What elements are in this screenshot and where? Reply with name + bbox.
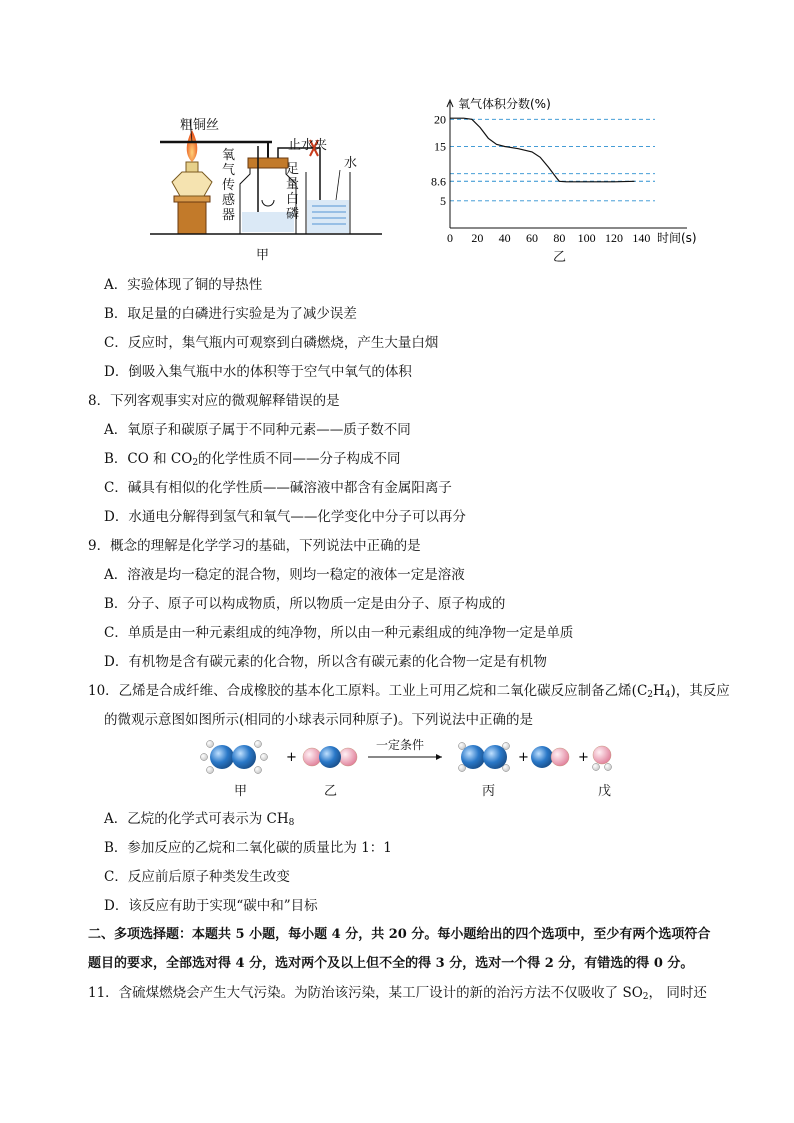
q9-option-d[interactable]: D．有机物是含有碳元素的化合物，所以含有碳元素的化合物一定是有机物 <box>104 654 547 670</box>
y-tick-label: 15 <box>434 139 446 154</box>
y-tick-label: 8.6 <box>431 174 446 189</box>
q7-option-c[interactable]: C．反应时，集气瓶内可观察到白磷燃烧，产生大量白烟 <box>104 335 439 351</box>
x-tick-label: 20 <box>471 231 484 245</box>
plus-3: + <box>578 750 589 765</box>
q8-option-d[interactable]: D．水通电分解得到氢气和氧气——化学变化中分子可以再分 <box>104 509 466 525</box>
y-tick-label: 20 <box>434 112 446 127</box>
x-tick-label: 0 <box>447 231 453 245</box>
flame-icon <box>187 130 198 162</box>
q8-option-b[interactable]: B．CO 和 $CO_2$的化学性质不同——分子构成不同 <box>104 451 401 468</box>
copper-wire-label: 粗铜丝 <box>180 118 220 133</box>
clamp-label: 止水夹 <box>288 138 328 153</box>
ethylene-molecule <box>459 743 510 772</box>
q10-option-c[interactable]: C．反应前后原子种类发生改变 <box>104 869 290 885</box>
label-yi: 乙 <box>324 784 338 799</box>
water-label: 水 <box>344 156 358 171</box>
label-jia: 甲 <box>234 784 248 799</box>
q9-option-c[interactable]: C．单质是由一种元素组成的纯净物，所以由一种元素组成的纯净物一定是单质 <box>104 625 574 641</box>
x-tick-label: 100 <box>577 231 596 245</box>
apparatus-caption: 甲 <box>256 248 270 263</box>
reaction-condition: 一定条件 <box>376 738 425 752</box>
stopper <box>248 158 288 168</box>
ethane-molecule <box>201 741 268 774</box>
label-wu: 戊 <box>598 784 612 799</box>
water-molecule <box>593 746 612 771</box>
chart-caption: 乙 <box>553 250 567 265</box>
q9-stem: 9．概念的理解是化学学习的基础，下列说法中正确的是 <box>88 538 421 554</box>
co-molecule <box>531 746 569 768</box>
section2-line1: 二、多项选择题：本题共 5 小题，每小题 4 分，共 20 分。每小题给出的四个选项中，至少有两个选项符合 <box>88 927 711 942</box>
q8-option-c[interactable]: C．碱具有相似的化学性质——碱溶液中都含有金属阳离子 <box>104 480 452 496</box>
plus-2: + <box>518 750 529 765</box>
q8-option-a[interactable]: A．氧原子和碳原子属于不同种元素——质子数不同 <box>104 422 411 438</box>
label-bing: 丙 <box>482 784 496 799</box>
q10-stem-line2: 的微观示意图如图所示(相同的小球表示同种原子)。下列说法中正确的是 <box>104 712 534 728</box>
y-axis-label: 氧气体积分数(%) <box>458 97 551 111</box>
sensor-label: 氧 气 传 感 器 <box>222 148 236 223</box>
q10-option-a[interactable]: A．乙烷的化学式可表示为 $CH_8$ <box>104 811 295 828</box>
x-tick-label: 120 <box>605 231 623 245</box>
q7-option-b[interactable]: B．取足量的白磷进行实验是为了减少误差 <box>104 306 357 322</box>
wood-block <box>178 200 206 234</box>
x-tick-label: 60 <box>526 231 538 245</box>
x-tick-label: 80 <box>553 231 566 245</box>
oxygen-series-line <box>450 118 635 182</box>
oxygen-chart <box>410 96 710 256</box>
q7-option-d[interactable]: D．倒吸入集气瓶中水的体积等于空气中氧气的体积 <box>104 364 412 380</box>
q8-stem: 8．下列客观事实对应的微观解释错误的是 <box>88 393 340 409</box>
q10-option-d[interactable]: D．该反应有助于实现“碳中和”目标 <box>104 898 318 914</box>
x-axis-label: 时间(s) <box>657 231 697 245</box>
q11-stem: 11．含硫煤燃烧会产生大气污染。为防治该污染，某工厂设计的新的治污方法不仅吸收了 $SO_2$， 同时还 <box>88 985 707 1002</box>
q7-option-a[interactable]: A．实验体现了铜的导热性 <box>104 277 263 293</box>
phosphorus-label: 足 量 白 磷 <box>286 162 300 222</box>
alcohol-lamp <box>172 172 212 196</box>
y-tick-label: 5 <box>440 193 446 208</box>
x-tick-label: 40 <box>498 231 511 245</box>
q10-option-b[interactable]: B．参加反应的乙烷和二氧化碳的质量比为 1：1 <box>104 840 392 856</box>
co2-molecule <box>303 746 357 768</box>
q10-stem: 10．乙烯是合成纤维、合成橡胶的基本化工原料。工业上可用乙烷和二氧化碳反应制备乙烯$(C_2H_4)$，其反应 <box>88 683 730 700</box>
x-tick-label: 140 <box>632 231 651 245</box>
q9-option-a[interactable]: A．溶液是均一稳定的混合物，则均一稳定的液体一定是溶液 <box>104 567 465 583</box>
plus-1: + <box>286 750 297 765</box>
section2-line2: 题目的要求，全部选对得 4 分，选对两个及以上但不全的得 3 分，选对一个得 2 分，有错选的得 0 分。 <box>88 956 694 971</box>
q9-option-b[interactable]: B．分子、原子可以构成物质，所以物质一定是由分子、原子构成的 <box>104 596 506 612</box>
